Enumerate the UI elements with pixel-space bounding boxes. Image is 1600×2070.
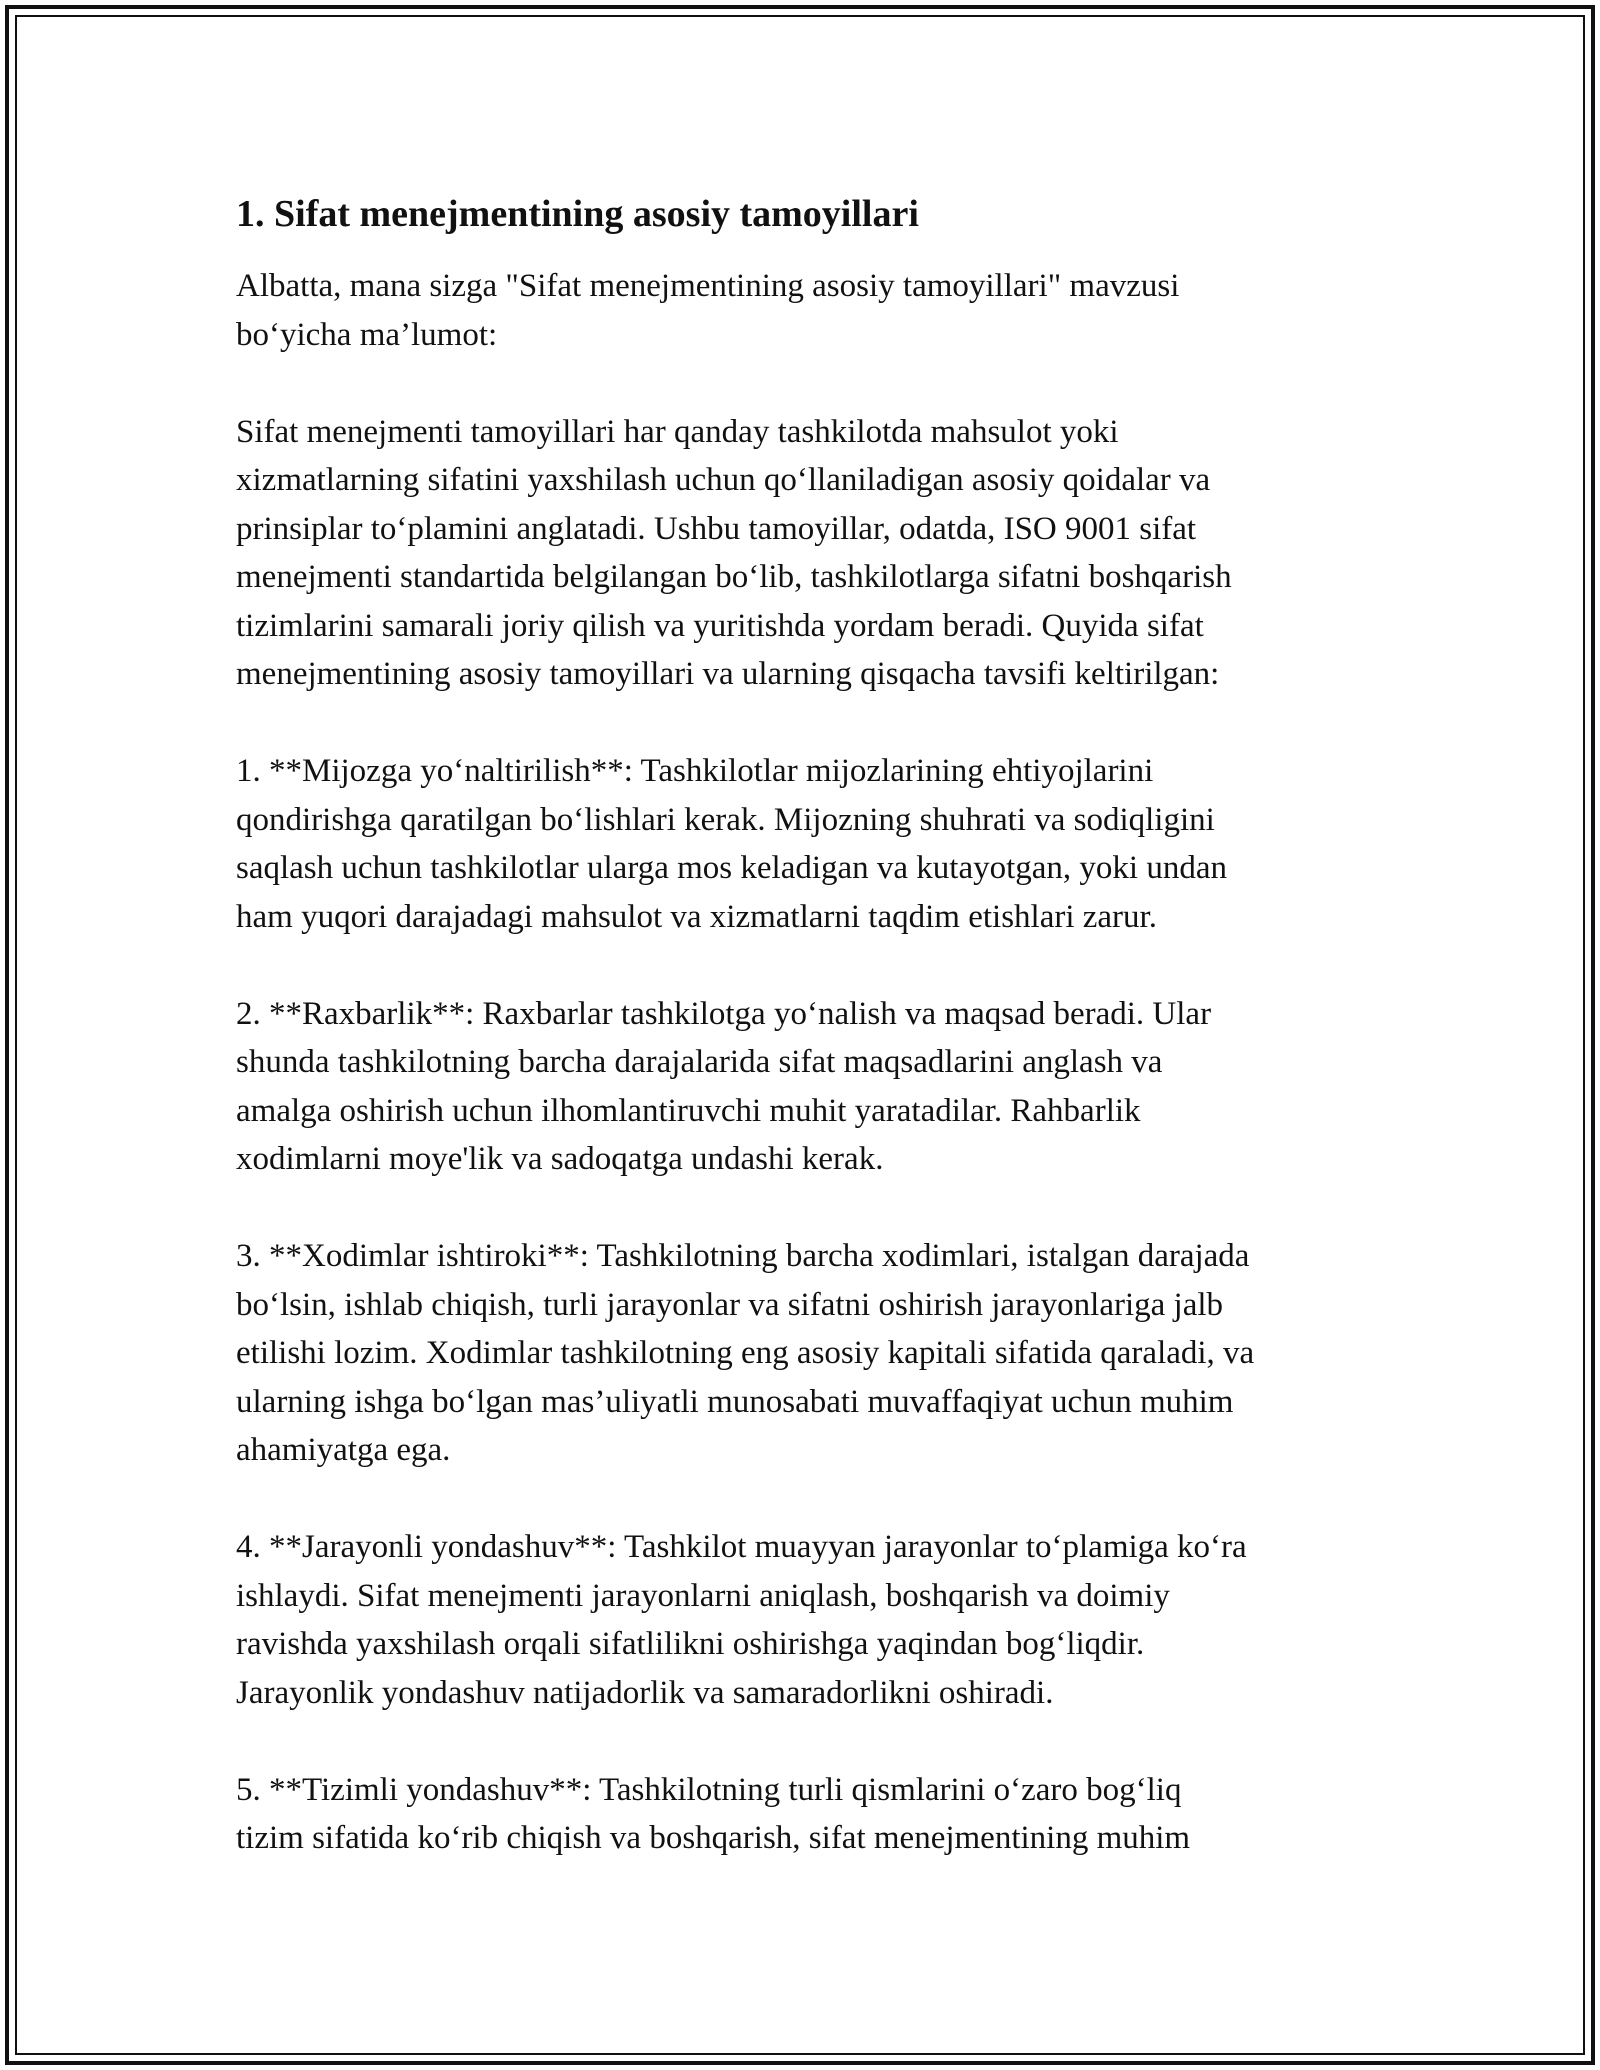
- text-line: 3. **Xodimlar ishtiroki**: Tashkilotning barcha xodimlari, istalgan darajada: [236, 1238, 1250, 1274]
- text-line: ularning ishga bo‘lgan mas’uliyatli munosabati muvaffaqiyat uchun muhim: [236, 1383, 1234, 1420]
- document-title: 1. Sifat menejmentining asosiy tamoyillari: [236, 193, 919, 235]
- text-line: 2. **Raxbarlik**: Raxbarlar tashkilotga yo‘nalish va maqsad beradi. Ular: [236, 995, 1212, 1032]
- text-line: Albatta, mana sizga "Sifat menejmentining asosiy tamoyillari" mavzusi: [236, 268, 1180, 304]
- text-line: saqlash uchun tashkilotlar ularga mos keladigan va kutayotgan, yoki undan: [236, 850, 1227, 886]
- text-line: xizmatlarning sifatini yaxshilash uchun qo‘llaniladigan asosiy qoidalar va: [236, 462, 1211, 498]
- text-line: prinsiplar to‘plamini anglatadi. Ushbu tamoyillar, odatda, ISO 9001 sifat: [236, 510, 1197, 547]
- text-line: xodimlarni moye'lik va sadoqatga undashi kerak.: [236, 1141, 884, 1177]
- document-page: [236, 186, 1386, 1911]
- text-line: Sifat menejmenti tamoyillari har qanday tashkilotda mahsulot yoki: [236, 413, 1119, 450]
- text-line: amalga oshirish uchun ilhomlantiruvchi muhit yaratadilar. Rahbarlik: [236, 1092, 1141, 1129]
- text-line: 1. **Mijozga yo‘naltirilish**: Tashkilotlar mijozlarining ehtiyojlarini: [236, 753, 1154, 789]
- text-line: ravishda yaxshilash orqali sifatlilikni oshirishga yaqindan bog‘liqdir.: [236, 1626, 1145, 1662]
- text-line: Jarayonlik yondashuv natijadorlik va samaradorlikni oshiradi.: [236, 1674, 1054, 1711]
- paragraph-principle-1: [236, 747, 1386, 941]
- paragraph-principle-3: [236, 1232, 1386, 1475]
- text-line: ishlaydi. Sifat menejmenti jarayonlarni aniqlash, boshqarish va doimiy: [236, 1577, 1170, 1614]
- paragraph-intro: [236, 262, 1386, 359]
- text-line: qondirishga qaratilgan bo‘lishlari kerak. Mijozning shuhrati va sodiqligini: [236, 801, 1215, 838]
- text-line: bo‘yicha ma’lumot:: [236, 316, 498, 353]
- text-line: 4. **Jarayonli yondashuv**: Tashkilot muayyan jarayonlar to‘plamiga ko‘ra: [236, 1529, 1247, 1565]
- paragraph-overview: [236, 408, 1386, 699]
- text-line: shunda tashkilotning barcha darajalarida sifat maqsadlarini anglash va: [236, 1044, 1163, 1080]
- text-line: tizimlarini samarali joriy qilish va yuritishda yordam beradi. Quyida sifat: [236, 607, 1204, 644]
- text-line: tizim sifatida ko‘rib chiqish va boshqarish, sifat menejmentining muhim: [236, 1820, 1191, 1856]
- text-line: etilishi lozim. Xodimlar tashkilotning eng asosiy kapitali sifatida qaraladi, va: [236, 1335, 1255, 1371]
- text-line: ahamiyatga ega.: [236, 1432, 451, 1468]
- paragraph-principle-4: [236, 1523, 1386, 1717]
- paragraph-principle-5: [236, 1766, 1386, 1863]
- paragraph-principle-2: [236, 990, 1386, 1184]
- text-line: ham yuqori darajadagi mahsulot va xizmatlarni taqdim etishlari zarur.: [236, 898, 1157, 935]
- text-line: menejmentining asosiy tamoyillari va ularning qisqacha tavsifi keltirilgan:: [236, 656, 1220, 692]
- text-line: menejmenti standartida belgilangan bo‘lib, tashkilotlarga sifatni boshqarish: [236, 559, 1232, 595]
- text-line: bo‘lsin, ishlab chiqish, turli jarayonlar va sifatni oshirish jarayonlariga jalb: [236, 1286, 1224, 1323]
- text-line: 5. **Tizimli yondashuv**: Tashkilotning turli qismlarini o‘zaro bog‘liq: [236, 1771, 1182, 1808]
